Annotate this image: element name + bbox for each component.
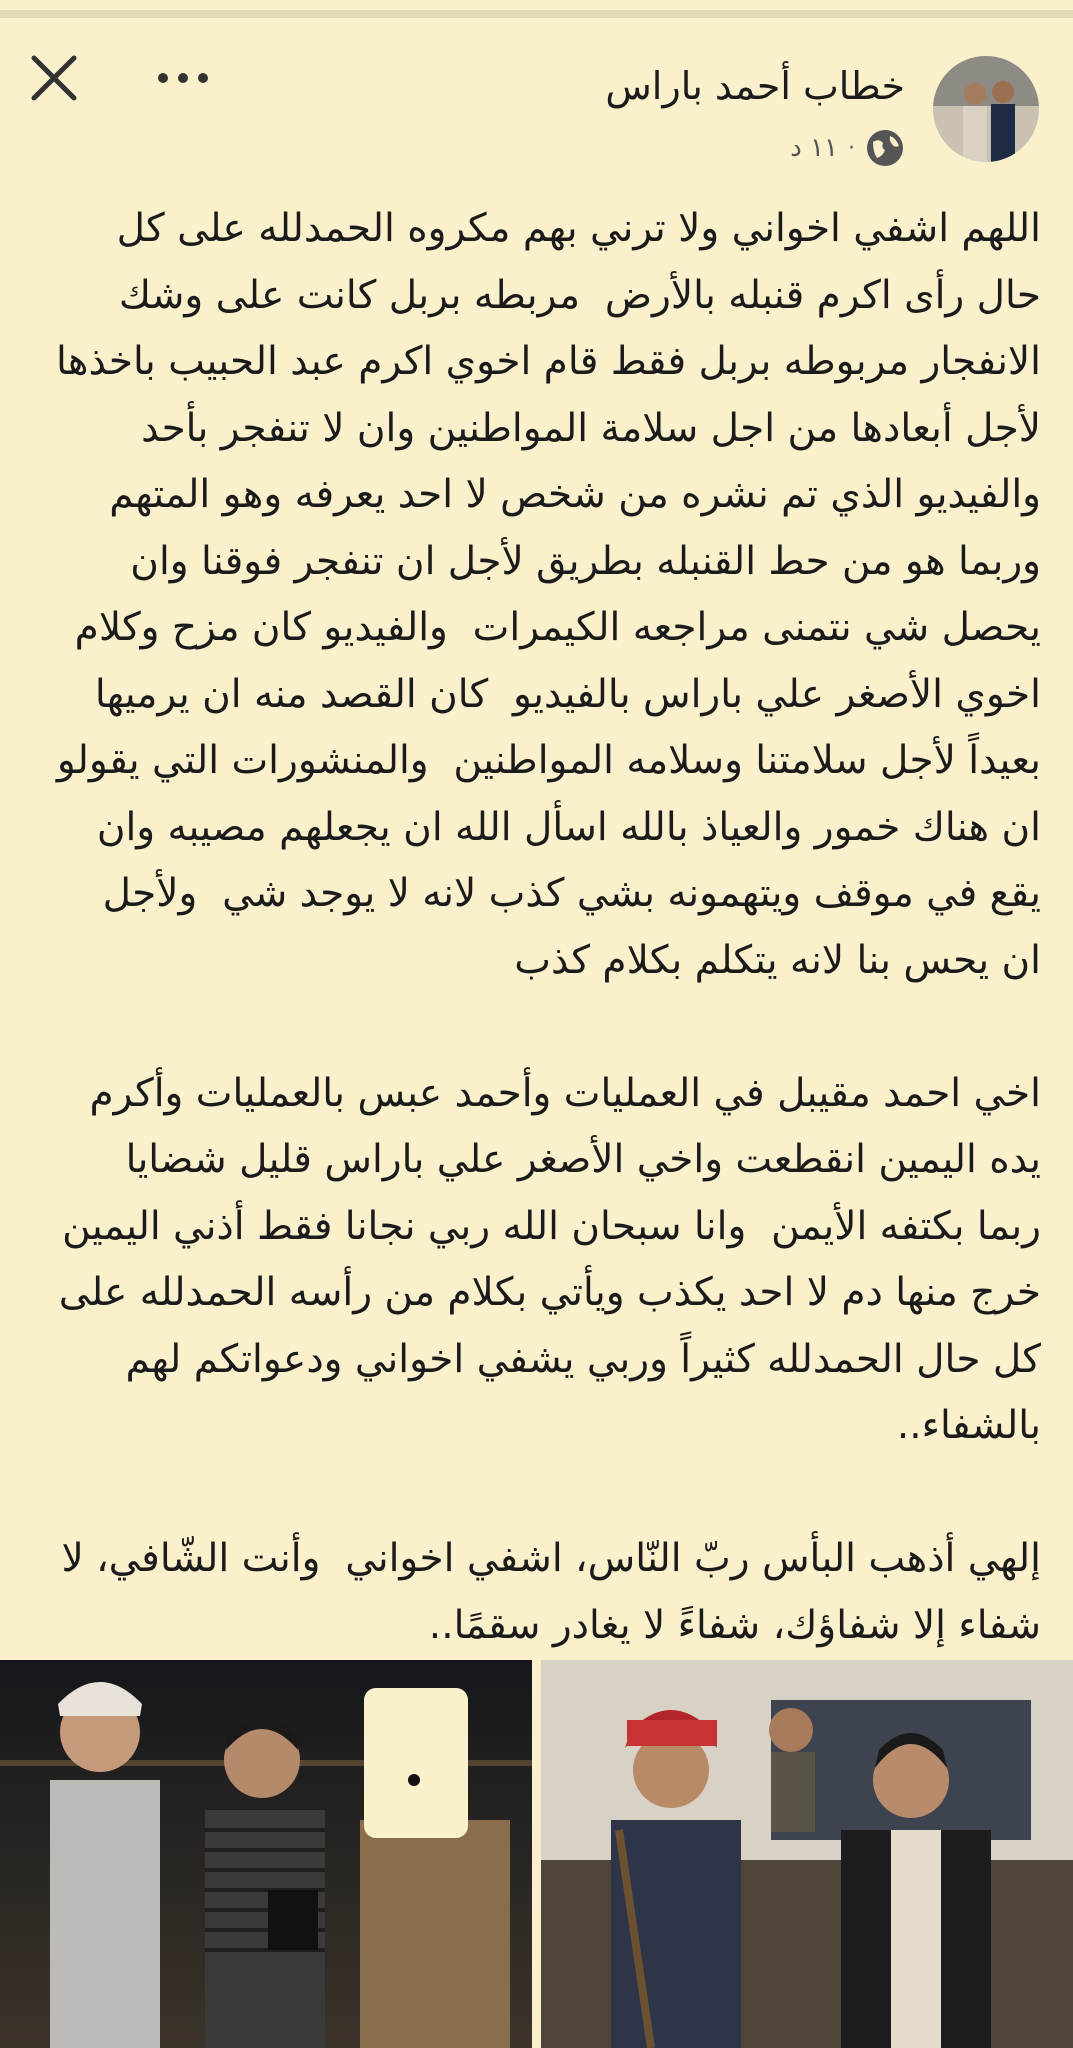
more-options-icon <box>155 71 211 85</box>
globe-icon <box>865 128 905 168</box>
close-icon <box>28 52 80 104</box>
close-button[interactable] <box>28 52 80 104</box>
post-timestamp[interactable]: ١١ د <box>790 133 838 163</box>
author-name[interactable]: خطاب أحمد باراس <box>605 64 905 108</box>
author-avatar[interactable] <box>933 56 1039 162</box>
meta-separator: · <box>848 135 855 161</box>
post-body-text: اللهم اشفي اخواني ولا ترني بهم مكروه الحمدلله على كل حال رأى اكرم قنبله بالأرض مربطه بربل كانت على وشك الانفجار مربوطه بربل فقط قام اخوي اكرم عبد الحبيب باخذها لأجل أبعادها من اجل سلامة المواطنين وان لا تنفجر بأحد والفيديو الذي تم نشره من شخص لا احد يعرفه وهو المتهم وربما هو من حط القنبله بطريق لأجل ان تنفجر فوقنا وان يحصل شي نتمنى مراجعه الكيمرات والفيديو كان مزح وكلام اخوي الأصغر علي باراس بالفيديو كان القصد منه ان يرميها بعيداً لأجل سلامتنا وسلامه المواطنين والمنشورات التي يقولو ان هناك خمور والعياذ بالله اسأل الله ان يجعلهم مصيبه وان يقع في موقف ويتهمونه بشي كذب لانه لا يوجد شي ولأجل ان يحس بنا لانه يتكلم بكلام كذب اخي احمد مقيبل في العمليات وأحمد عبس بالعمليات وأكرم يده اليمين انقطعت واخي الأصغر علي باراس قليل شضايا ربما بكتفه الأيمن وانا سبحان الله ربي نجانا فقط أذني اليمين خرج منها دم لا احد يكذب ويأتي بكلام من رأسه الحمدلله على كل حال الحمدلله كثيراً وربي يشفي اخواني ودعواتكم لهم بالشفاء.. إلهي أذهب البأس ربّ النّاس، اشفي اخواني وأنت الشّافي، لا شفاء إلا شفاؤك، شفاءً لا يغادر سقمًا.. <box>56 206 1041 1648</box>
post-photo-right[interactable] <box>541 1660 1073 2048</box>
post-photos <box>0 1660 1073 2048</box>
post-photo-left[interactable] <box>0 1660 532 2048</box>
post-meta <box>790 128 905 168</box>
more-options-button[interactable] <box>150 56 216 100</box>
top-divider <box>0 10 1073 18</box>
